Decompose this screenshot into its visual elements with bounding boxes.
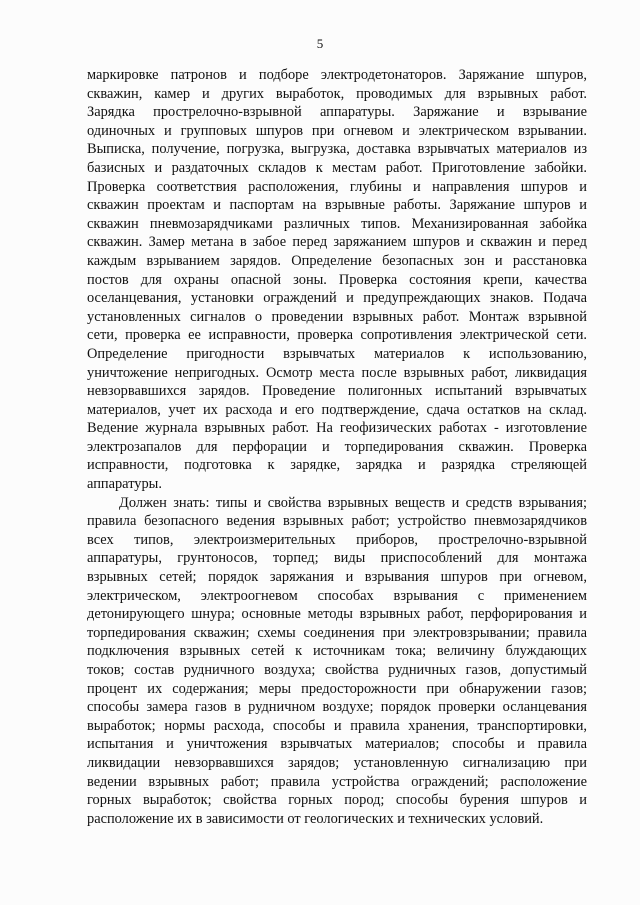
text-line: взрывных сетей; порядок заряжания и взрывания шпуров при огневом, — [87, 569, 587, 586]
text-line: сети, проверка ее исправности, проверка сопротивления электрической сети. — [87, 327, 587, 344]
text-line: испытания и уничтожения взрывчатых материалов; способы и правила — [87, 736, 587, 753]
text-line: правила безопасного ведения взрывных работ; устройство пневмозарядчиков — [87, 513, 587, 530]
text-line: скважин пневмозарядчиками различных типов. Механизированная забойка — [87, 215, 587, 232]
text-line: токов; состав рудничного воздуха; свойства рудничных газов, допустимый — [87, 662, 587, 678]
text-line: подключения взрывных сетей к источникам тока; величину блуждающих — [87, 643, 587, 660]
text-line: выработок; нормы расхода, способы и правила хранения, транспортировки, — [87, 717, 587, 734]
text-line: скважин проектам и паспортам на взрывные работы. Заряжание шпуров и — [87, 197, 587, 214]
text-line: каждым взрыванием зарядов. Определение безопасных зон и расстановка — [87, 252, 587, 269]
text-line: ликвидации невзорвавшихся зарядов; установленную сигнализацию при — [87, 754, 587, 771]
text-line: постов для охраны опасной зоны. Проверка состояния крепи, качества — [87, 271, 587, 288]
text-line: расположение их в зависимости от геологических и технических условий. — [87, 810, 544, 827]
text-line: горных выработок; свойства горных пород; способы бурения шпуров и — [87, 792, 587, 809]
text-line: маркировке патронов и подборе электродетонаторов. Заряжание шпуров, — [87, 67, 587, 83]
text-line: Ведение журнала взрывных работ. На геофизических работах - изготовление — [87, 420, 587, 437]
text-line: установленных сигналов о проведении взрывных работ. Монтаж взрывной — [87, 308, 587, 325]
paragraph-must-know — [87, 494, 587, 829]
page-number: 5 — [316, 36, 324, 51]
text-line: Зарядка прострелочно-взрывной аппаратуры. Заряжание и взрывание — [87, 104, 587, 121]
paragraph-duties — [87, 66, 587, 494]
text-line: оселанцевания, установки ограждений и предупреждающих знаков. Подача — [87, 290, 587, 307]
text-line: торпедирования скважин; схемы соединения при электровзрывании; правила — [87, 624, 587, 641]
text-line: материалов, учет их расхода и его подтверждение, сдача остатков на склад. — [87, 401, 587, 418]
text-line: Выписка, получение, погрузка, выгрузка, доставка взрывчатых материалов из — [87, 141, 587, 158]
text-line: ведении взрывных работ; правила устройства ограждений; расположение — [87, 773, 587, 790]
text-line: скважин, камер и других выработок, проводимых для взрывных работ. — [87, 85, 587, 102]
text-line: всех типов, электроизмерительных приборов, прострелочно-взрывной — [87, 531, 587, 548]
text-line: базисных и раздаточных складов к местам работ. Приготовление забойки. — [87, 159, 587, 176]
text-line: процент их содержания; меры предосторожности при обнаружении газов; — [87, 680, 587, 697]
text-line: аппаратуры, грунтоносов, торпед; виды приспособлений для монтажа — [87, 550, 587, 567]
text-line: аппаратуры. — [87, 476, 162, 493]
text-line: электрозапалов для перфорации и торпедирования скважин. Проверка — [87, 438, 587, 455]
text-line: уничтожение непригодных. Осмотр места после взрывных работ, ликвидация — [87, 364, 587, 381]
text-line: Проверка соответствия расположения, глубины и направления шпуров и — [87, 178, 587, 195]
text-line: способы замера газов в рудничном воздухе; порядок проверки осланцевания — [87, 699, 587, 716]
document-body — [87, 66, 587, 828]
text-line: одиночных и групповых шпуров при огневом и электрическом взрывании. — [87, 122, 587, 139]
text-line: Должен знать: типы и свойства взрывных веществ и средств взрывания; — [119, 494, 587, 511]
text-line: детонирующего шнура; основные методы взрывных работ, перфорирования и — [87, 606, 587, 623]
text-line: электрическом, электроогневом способах взрывания с применением — [87, 587, 587, 604]
text-line: исправности, подготовка к зарядке, зарядка и разрядка стреляющей — [87, 457, 587, 474]
text-line: Определение пригодности взрывчатых материалов к использованию, — [87, 345, 587, 362]
text-line: невзорвавшихся зарядов. Проведение полигонных испытаний взрывчатых — [87, 383, 587, 400]
text-line: скважин. Замер метана в забое перед заряжанием шпуров и скважин и перед — [87, 234, 587, 251]
